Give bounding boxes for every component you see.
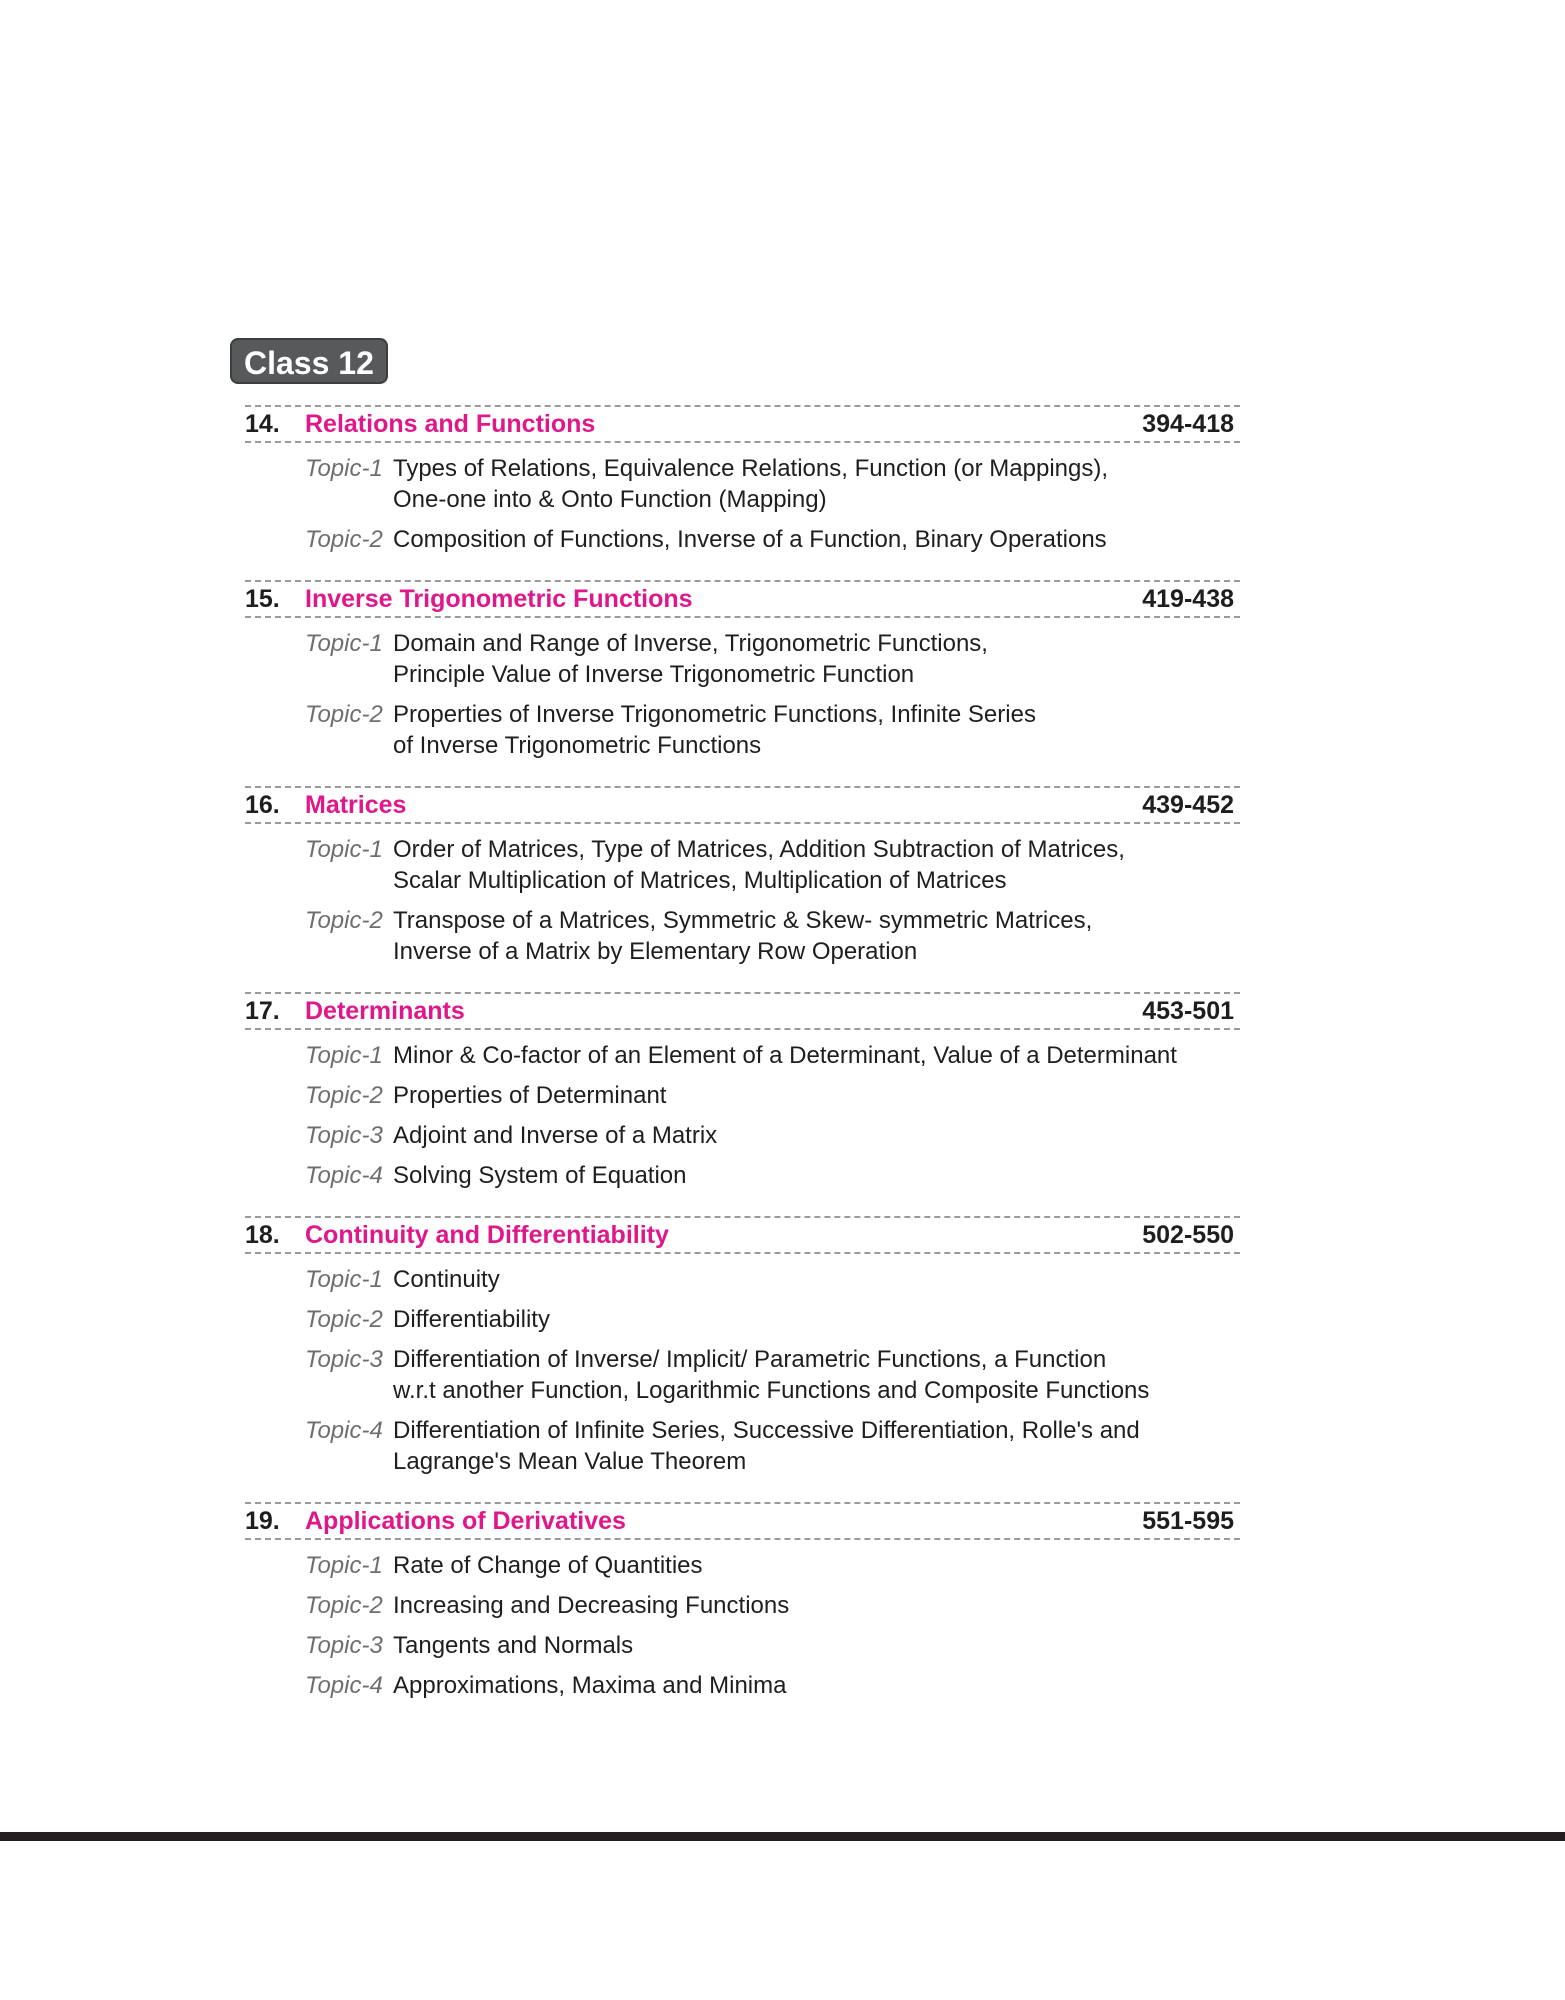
topic-text [393,1160,687,1191]
topic-text-line: Properties of Determinant [393,1082,667,1109]
topic-text [393,1344,1149,1406]
topic-text [393,1304,550,1335]
topic-text-line: Differentiation of Inverse/ Implicit/ Parametric Functions, a Function [393,1346,1107,1373]
topic-list [245,1254,1240,1502]
chapter-header [245,580,1240,618]
topic-label: Topic-3 [305,1122,383,1149]
chapter-page-range: 439-452 [1142,791,1234,819]
topic-text-line: Rate of Change of Quantities [393,1552,703,1579]
topic-label: Topic-1 [305,630,383,657]
topic-text-line: Approximations, Maxima and Minima [393,1672,787,1699]
chapter-number: 17. [245,997,280,1025]
topic-text-line: Minor & Co-factor of an Element of a Determinant, Value of a Determinant [393,1042,1177,1069]
topic-text [393,1550,703,1581]
table-of-contents [245,405,1240,1726]
topic-list [245,824,1240,992]
topic-text [393,905,1092,967]
topic-text [393,628,988,690]
chapter-page-range: 394-418 [1142,410,1234,438]
chapter-entry [245,1502,1240,1726]
topic-text [393,524,1107,555]
topic-item [245,1304,1240,1335]
chapter-title[interactable]: Applications of Derivatives [305,1507,626,1535]
topic-text [393,1080,666,1111]
topic-item [245,905,1240,967]
topic-text-line: Lagrange's Mean Value Theorem [393,1448,747,1475]
chapter-number: 14. [245,410,280,438]
topic-label: Topic-1 [305,836,383,863]
topic-text-line: Differentiability [393,1306,550,1333]
chapter-number: 19. [245,1507,280,1535]
topic-text-line: Types of Relations, Equivalence Relations, Function (or Mappings), [393,455,1109,482]
topic-item [245,524,1240,555]
chapter-number: 16. [245,791,280,819]
chapter-header [245,786,1240,824]
topic-list [245,1540,1240,1726]
topic-text [393,1120,717,1151]
topic-text [393,834,1125,896]
topic-text [393,699,1036,761]
topic-list [245,443,1240,580]
chapter-title[interactable]: Matrices [305,791,407,819]
topic-item [245,1415,1240,1477]
chapter-number: 18. [245,1221,280,1249]
topic-text-line: Properties of Inverse Trigonometric Functions, Infinite Series [393,701,1036,728]
chapter-header [245,405,1240,443]
topic-label: Topic-2 [305,907,383,934]
topic-label: Topic-2 [305,1592,383,1619]
chapter-entry [245,992,1240,1216]
topic-label: Topic-1 [305,455,383,482]
topic-text-line: Differentiation of Infinite Series, Successive Differentiation, Rolle's and [393,1417,1140,1444]
class-badge: Class 12 [230,338,388,384]
topic-label: Topic-4 [305,1672,383,1699]
topic-item [245,1590,1240,1621]
chapter-header [245,1216,1240,1254]
chapter-page-range: 453-501 [1142,997,1234,1025]
chapter-page-range: 551-595 [1142,1507,1234,1535]
chapter-entry [245,580,1240,786]
topic-item [245,699,1240,761]
topic-text [393,1415,1140,1477]
topic-label: Topic-1 [305,1042,383,1069]
topic-text-line: Domain and Range of Inverse, Trigonometric Functions, [393,630,988,657]
topic-label: Topic-2 [305,701,383,728]
bottom-rule [0,1832,1565,1841]
topic-text-line: Inverse of a Matrix by Elementary Row Operation [393,938,918,965]
topic-text [393,1590,789,1621]
topic-item [245,1344,1240,1406]
chapter-title[interactable]: Inverse Trigonometric Functions [305,585,693,613]
chapter-entry [245,1216,1240,1502]
topic-text-line: Transpose of a Matrices, Symmetric & Skew- symmetric Matrices, [393,907,1093,934]
chapter-title[interactable]: Determinants [305,997,465,1025]
topic-item [245,1264,1240,1295]
chapter-number: 15. [245,585,280,613]
topic-item [245,1040,1240,1071]
chapter-entry [245,405,1240,580]
topic-text-line: Scalar Multiplication of Matrices, Multiplication of Matrices [393,867,1007,894]
topic-text [393,453,1108,515]
topic-label: Topic-3 [305,1632,383,1659]
chapter-page-range: 502-550 [1142,1221,1234,1249]
topic-text [393,1264,500,1295]
chapter-title[interactable]: Continuity and Differentiability [305,1221,669,1249]
topic-label: Topic-1 [305,1552,383,1579]
topic-label: Topic-4 [305,1417,383,1444]
topic-text [393,1040,1177,1071]
chapter-header [245,992,1240,1030]
topic-item [245,628,1240,690]
topic-text-line: Principle Value of Inverse Trigonometric Function [393,661,915,688]
topic-label: Topic-2 [305,1082,383,1109]
topic-text-line: of Inverse Trigonometric Functions [393,732,762,759]
topic-item [245,834,1240,896]
topic-item [245,1160,1240,1191]
topic-item [245,1120,1240,1151]
chapter-entry [245,786,1240,992]
topic-text-line: Composition of Functions, Inverse of a Function, Binary Operations [393,526,1107,553]
topic-item [245,1080,1240,1111]
topic-text-line: Tangents and Normals [393,1632,634,1659]
topic-label: Topic-3 [305,1346,383,1373]
topic-label: Topic-2 [305,1306,383,1333]
topic-item [245,1670,1240,1701]
topic-list [245,618,1240,786]
topic-item [245,1550,1240,1581]
topic-text-line: Adjoint and Inverse of a Matrix [393,1122,718,1149]
topic-text-line: Continuity [393,1266,500,1293]
topic-text-line: w.r.t another Function, Logarithmic Functions and Composite Functions [393,1377,1150,1404]
topic-text-line: Increasing and Decreasing Functions [393,1592,790,1619]
topic-list [245,1030,1240,1216]
topic-label: Topic-1 [305,1266,383,1293]
topic-text [393,1670,786,1701]
topic-text-line: Order of Matrices, Type of Matrices, Addition Subtraction of Matrices, [393,836,1125,863]
topic-label: Topic-2 [305,526,383,553]
topic-item [245,1630,1240,1661]
topic-item [245,453,1240,515]
topic-label: Topic-4 [305,1162,383,1189]
chapter-page-range: 419-438 [1142,585,1234,613]
topic-text-line: Solving System of Equation [393,1162,687,1189]
topic-text [393,1630,633,1661]
chapter-title[interactable]: Relations and Functions [305,410,596,438]
chapter-header [245,1502,1240,1540]
topic-text-line: One-one into & Onto Function (Mapping) [393,486,827,513]
